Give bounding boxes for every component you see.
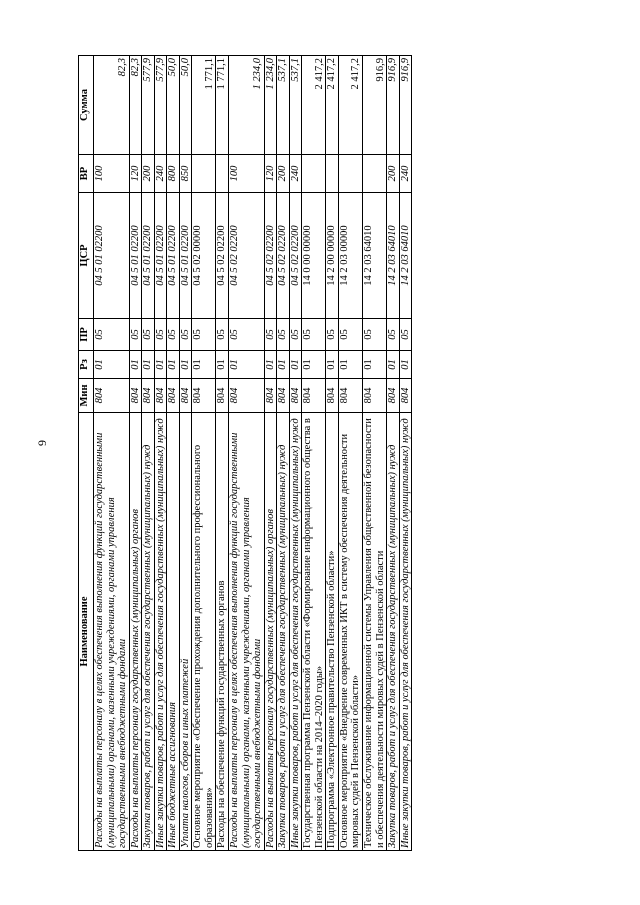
table-row bbox=[142, 56, 155, 851]
cell-pr: 05 bbox=[289, 319, 302, 351]
cell-vr: 200 bbox=[387, 155, 400, 193]
cell-vr: 850 bbox=[179, 155, 192, 193]
cell-pr: 05 bbox=[277, 319, 290, 351]
table-row bbox=[216, 56, 229, 851]
cell-sum: 916,9 bbox=[399, 56, 412, 155]
cell-sum: 577,9 bbox=[154, 56, 167, 155]
cell-name: Расходы на выплаты персоналу государственных (муниципальных) органов bbox=[129, 413, 142, 851]
cell-csr: 04 5 02 02200 bbox=[216, 193, 229, 319]
cell-min: 804 bbox=[216, 379, 229, 413]
cell-min: 804 bbox=[363, 379, 387, 413]
header-name: Наименование bbox=[79, 413, 94, 851]
table-row bbox=[192, 56, 216, 851]
cell-csr: 04 5 01 02200 bbox=[129, 193, 142, 319]
cell-csr: 14 2 03 64010 bbox=[387, 193, 400, 319]
cell-min: 804 bbox=[289, 379, 302, 413]
cell-pr: 05 bbox=[229, 319, 265, 351]
cell-pr: 05 bbox=[216, 319, 229, 351]
cell-min: 804 bbox=[387, 379, 400, 413]
cell-csr: 04 5 01 02200 bbox=[179, 193, 192, 319]
cell-sum: 1 771,1 bbox=[192, 56, 216, 155]
cell-min: 804 bbox=[154, 379, 167, 413]
cell-name: Расходы на выплаты персоналу в целях обеспечения выполнения функций государственными (муниципальными) органами, казенными учреждениями, органами управления государственными внебюджетными фондами bbox=[94, 413, 130, 851]
cell-name: Иные закупки товаров, работ и услуг для обеспечения государственных (муниципальных) нужд bbox=[154, 413, 167, 851]
cell-csr: 04 5 01 02200 bbox=[94, 193, 130, 319]
cell-rz: 01 bbox=[302, 351, 326, 379]
cell-min: 804 bbox=[179, 379, 192, 413]
cell-name: Расходы на выплаты персоналу государственных (муниципальных) органов bbox=[264, 413, 277, 851]
cell-pr: 05 bbox=[338, 319, 362, 351]
cell-sum: 916,9 bbox=[363, 56, 387, 155]
cell-sum: 577,9 bbox=[142, 56, 155, 155]
cell-name: Иные закупки товаров, работ и услуг для обеспечения государственных (муниципальных) нужд bbox=[289, 413, 302, 851]
cell-min: 804 bbox=[264, 379, 277, 413]
cell-name: Основное мероприятие «Внедрение современных ИКТ в систему обеспечения деятельности мировых судей в Пензенской области» bbox=[338, 413, 362, 851]
cell-rz: 01 bbox=[179, 351, 192, 379]
cell-csr: 04 5 01 02200 bbox=[167, 193, 180, 319]
header-rz: Рз bbox=[79, 351, 94, 379]
cell-name: Иные бюджетные ассигнования bbox=[167, 413, 180, 851]
cell-pr: 05 bbox=[192, 319, 216, 351]
cell-rz: 01 bbox=[167, 351, 180, 379]
cell-pr: 05 bbox=[179, 319, 192, 351]
cell-min: 804 bbox=[338, 379, 362, 413]
header-sum: Сумма bbox=[79, 56, 94, 155]
table-body bbox=[94, 56, 412, 851]
cell-pr: 05 bbox=[399, 319, 412, 351]
cell-name: Уплата налогов, сборов и иных платежей bbox=[179, 413, 192, 851]
cell-pr: 05 bbox=[302, 319, 326, 351]
cell-sum: 2 417,2 bbox=[302, 56, 326, 155]
cell-csr: 04 5 02 02200 bbox=[229, 193, 265, 319]
cell-min: 804 bbox=[326, 379, 339, 413]
cell-name: Расходы на выплаты персоналу в целях обеспечения выполнения функций государственными (муниципальными) органами, казенными учреждениями, органами управления государственными внебюджетными фондами bbox=[229, 413, 265, 851]
cell-csr: 04 5 02 02200 bbox=[277, 193, 290, 319]
cell-sum: 82,3 bbox=[129, 56, 142, 155]
cell-min: 804 bbox=[167, 379, 180, 413]
cell-sum: 537,1 bbox=[277, 56, 290, 155]
cell-rz: 01 bbox=[192, 351, 216, 379]
cell-name: Государственная программа Пензенской области «Формирование информационного общества в Пензенской области на 2014–2020 годы» bbox=[302, 413, 326, 851]
cell-sum: 1 234,0 bbox=[229, 56, 265, 155]
header-min: Мин bbox=[79, 379, 94, 413]
cell-rz: 01 bbox=[399, 351, 412, 379]
cell-vr bbox=[338, 155, 362, 193]
cell-sum: 537,1 bbox=[289, 56, 302, 155]
cell-sum: 1 234,0 bbox=[264, 56, 277, 155]
cell-csr: 04 5 02 02200 bbox=[289, 193, 302, 319]
table-row bbox=[338, 56, 362, 851]
cell-vr: 800 bbox=[167, 155, 180, 193]
table-row bbox=[326, 56, 339, 851]
rotated-table-container bbox=[78, 56, 412, 851]
cell-rz: 01 bbox=[229, 351, 265, 379]
table-row bbox=[167, 56, 180, 851]
cell-name: Техническое обслуживание информационной системы Управления общественной безопасности и обеспечения деятельности мировых судей в Пензенской области bbox=[363, 413, 387, 851]
cell-rz: 01 bbox=[94, 351, 130, 379]
header-vr: ВР bbox=[79, 155, 94, 193]
cell-rz: 01 bbox=[277, 351, 290, 379]
cell-vr: 120 bbox=[264, 155, 277, 193]
cell-name: Закупка товаров, работ и услуг для обеспечения государственных (муниципальных) нужд bbox=[142, 413, 155, 851]
cell-min: 804 bbox=[399, 379, 412, 413]
cell-min: 804 bbox=[277, 379, 290, 413]
cell-vr bbox=[192, 155, 216, 193]
cell-pr: 05 bbox=[167, 319, 180, 351]
cell-sum: 82,3 bbox=[94, 56, 130, 155]
table-row bbox=[179, 56, 192, 851]
cell-name: Закупка товаров, работ и услуг для обеспечения государственных (муниципальных) нужд bbox=[277, 413, 290, 851]
cell-vr: 200 bbox=[277, 155, 290, 193]
cell-vr: 100 bbox=[229, 155, 265, 193]
cell-sum: 916,9 bbox=[387, 56, 400, 155]
cell-vr: 240 bbox=[154, 155, 167, 193]
table-row bbox=[302, 56, 326, 851]
table-row bbox=[363, 56, 387, 851]
cell-rz: 01 bbox=[129, 351, 142, 379]
cell-pr: 05 bbox=[387, 319, 400, 351]
cell-name: Основное мероприятие «Обеспечение прохождения дополнительного профессионального образования» bbox=[192, 413, 216, 851]
cell-csr: 04 5 01 02200 bbox=[142, 193, 155, 319]
cell-sum: 1 771,1 bbox=[216, 56, 229, 155]
cell-rz: 01 bbox=[326, 351, 339, 379]
cell-name: Подпрограмма «Электронное правительство Пензенской области» bbox=[326, 413, 339, 851]
table-row bbox=[399, 56, 412, 851]
cell-csr: 14 2 00 00000 bbox=[326, 193, 339, 319]
cell-min: 804 bbox=[192, 379, 216, 413]
cell-vr bbox=[363, 155, 387, 193]
budget-table bbox=[78, 55, 412, 851]
cell-vr bbox=[326, 155, 339, 193]
cell-pr: 05 bbox=[363, 319, 387, 351]
cell-rz: 01 bbox=[154, 351, 167, 379]
table-row bbox=[289, 56, 302, 851]
cell-min: 804 bbox=[142, 379, 155, 413]
header-csr: ЦСР bbox=[79, 193, 94, 319]
cell-pr: 05 bbox=[142, 319, 155, 351]
cell-min: 804 bbox=[302, 379, 326, 413]
cell-rz: 01 bbox=[289, 351, 302, 379]
cell-csr: 04 5 01 02200 bbox=[154, 193, 167, 319]
table-row bbox=[387, 56, 400, 851]
table-row bbox=[94, 56, 130, 851]
cell-sum: 50,0 bbox=[167, 56, 180, 155]
cell-rz: 01 bbox=[363, 351, 387, 379]
cell-vr: 240 bbox=[289, 155, 302, 193]
cell-rz: 01 bbox=[264, 351, 277, 379]
page-number: 9 bbox=[35, 440, 49, 446]
cell-csr: 14 2 03 64010 bbox=[399, 193, 412, 319]
cell-sum: 2 417,2 bbox=[338, 56, 362, 155]
cell-vr bbox=[302, 155, 326, 193]
cell-min: 804 bbox=[129, 379, 142, 413]
table-row bbox=[154, 56, 167, 851]
table-row bbox=[229, 56, 265, 851]
cell-csr: 14 2 03 64010 bbox=[363, 193, 387, 319]
cell-min: 804 bbox=[94, 379, 130, 413]
cell-name: Закупка товаров, работ и услуг для обеспечения государственных (муниципальных) нужд bbox=[387, 413, 400, 851]
cell-sum: 50,0 bbox=[179, 56, 192, 155]
cell-csr: 04 5 02 00000 bbox=[192, 193, 216, 319]
cell-rz: 01 bbox=[338, 351, 362, 379]
cell-pr: 05 bbox=[94, 319, 130, 351]
cell-vr: 100 bbox=[94, 155, 130, 193]
cell-name: Расходы на обеспечение функций государственных органов bbox=[216, 413, 229, 851]
cell-pr: 05 bbox=[264, 319, 277, 351]
cell-vr bbox=[216, 155, 229, 193]
cell-min: 804 bbox=[229, 379, 265, 413]
cell-pr: 05 bbox=[129, 319, 142, 351]
cell-vr: 240 bbox=[399, 155, 412, 193]
cell-name: Иные закупки товаров, работ и услуг для обеспечения государственных (муниципальных) нужд bbox=[399, 413, 412, 851]
cell-rz: 01 bbox=[142, 351, 155, 379]
table-row bbox=[129, 56, 142, 851]
table-row bbox=[277, 56, 290, 851]
cell-rz: 01 bbox=[216, 351, 229, 379]
header-pr: ПР bbox=[79, 319, 94, 351]
table-header-row bbox=[79, 56, 94, 851]
cell-csr: 14 2 03 00000 bbox=[338, 193, 362, 319]
cell-vr: 120 bbox=[129, 155, 142, 193]
cell-sum: 2 417,2 bbox=[326, 56, 339, 155]
cell-csr: 04 5 02 02200 bbox=[264, 193, 277, 319]
cell-pr: 05 bbox=[154, 319, 167, 351]
cell-rz: 01 bbox=[387, 351, 400, 379]
cell-vr: 200 bbox=[142, 155, 155, 193]
cell-pr: 05 bbox=[326, 319, 339, 351]
table-row bbox=[264, 56, 277, 851]
cell-csr: 14 0 00 00000 bbox=[302, 193, 326, 319]
